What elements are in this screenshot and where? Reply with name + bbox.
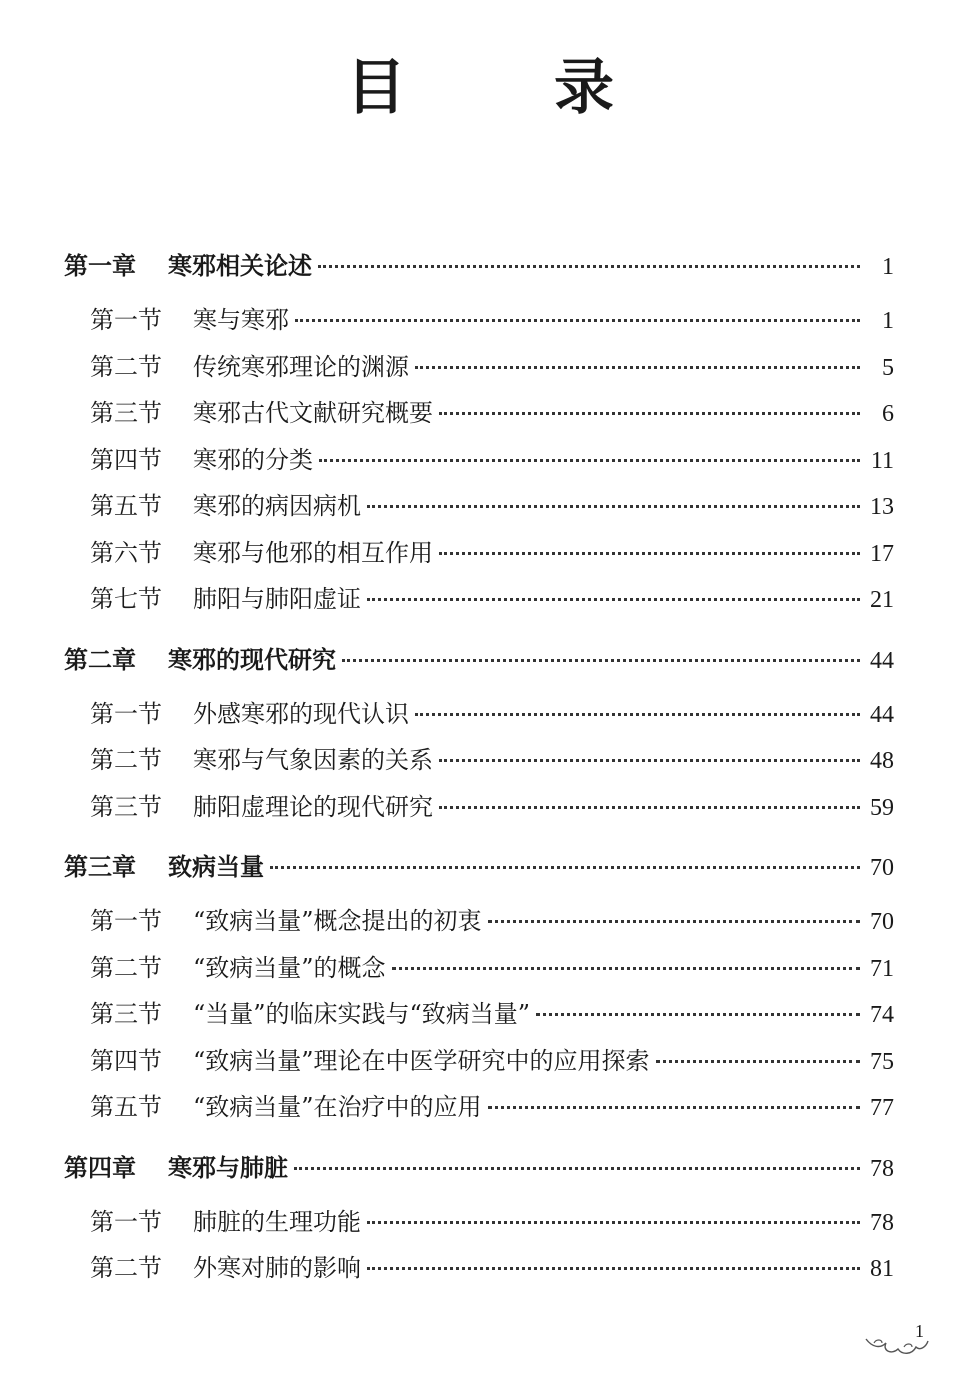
section-number: 第二节	[90, 352, 162, 381]
section-entry[interactable]	[0, 300, 960, 347]
section-title: “致病当量”理论在中医学研究中的应用探索	[193, 1046, 650, 1075]
section-number: 第三节	[90, 792, 162, 821]
chapter-label	[64, 246, 312, 281]
chapter-block	[0, 847, 960, 1148]
section-label	[90, 486, 361, 521]
chapter-entry[interactable]	[0, 847, 960, 899]
section-page: 59	[870, 794, 894, 821]
section-title: 寒邪与他邪的相互作用	[193, 538, 433, 567]
section-page: 13	[870, 494, 894, 520]
section-number: 第二节	[90, 1254, 162, 1282]
chapter-title: 寒邪与肺脏	[168, 1153, 288, 1182]
leader-dots	[294, 1167, 860, 1170]
section-number: 第一节	[90, 306, 162, 334]
section-number: 第一节	[90, 1207, 162, 1236]
section-entry[interactable]	[0, 1087, 960, 1134]
section-title: 肺脏的生理功能	[193, 1207, 361, 1236]
chapter-entry[interactable]	[0, 246, 960, 298]
leader-dots	[656, 1060, 860, 1063]
section-label	[90, 994, 530, 1029]
chapter-block	[0, 640, 960, 848]
section-page: 1	[882, 308, 894, 334]
section-list	[0, 298, 960, 626]
section-label	[90, 1087, 482, 1122]
page-number: 1	[915, 1321, 924, 1341]
section-label	[90, 533, 433, 568]
chapter-block	[0, 1148, 960, 1295]
section-title: “致病当量”概念提出的初衷	[193, 907, 482, 935]
section-label	[90, 1202, 361, 1237]
leader-dots	[367, 1267, 860, 1270]
leader-dots	[415, 366, 860, 369]
leader-dots	[367, 1221, 860, 1224]
section-page: 81	[870, 1256, 894, 1282]
chapter-entry[interactable]	[0, 1148, 960, 1200]
section-entry[interactable]	[0, 347, 960, 394]
section-entry[interactable]	[0, 486, 960, 533]
leader-dots	[488, 1106, 860, 1109]
section-number: 第五节	[90, 1093, 162, 1121]
section-entry[interactable]	[0, 740, 960, 787]
section-title: 寒邪的病因病机	[193, 492, 361, 520]
section-page: 74	[870, 1002, 894, 1028]
chapter-number: 第三章	[64, 853, 136, 881]
section-title: 传统寒邪理论的渊源	[193, 352, 409, 381]
section-page: 6	[882, 401, 894, 427]
section-title: 肺阳虚理论的现代研究	[193, 792, 433, 821]
section-number: 第四节	[90, 445, 162, 474]
section-entry[interactable]	[0, 1202, 960, 1249]
section-label	[90, 347, 409, 382]
chapter-label	[64, 847, 264, 882]
leader-dots	[270, 866, 860, 869]
leader-dots	[392, 967, 860, 970]
section-entry[interactable]	[0, 948, 960, 995]
section-entry[interactable]	[0, 901, 960, 948]
section-number: 第一节	[90, 907, 162, 935]
section-page: 70	[870, 909, 894, 935]
section-entry[interactable]	[0, 440, 960, 487]
chapter-label	[64, 640, 336, 675]
table-of-contents	[0, 246, 960, 1295]
chapter-page: 78	[870, 1155, 894, 1182]
section-label	[90, 948, 386, 983]
section-label	[90, 579, 361, 614]
section-page: 11	[870, 447, 894, 474]
leader-dots	[439, 759, 860, 762]
section-label	[90, 300, 289, 335]
chapter-number: 第一章	[64, 252, 136, 280]
chapter-page: 70	[870, 855, 894, 881]
section-page: 78	[870, 1209, 894, 1236]
section-title: “致病当量”的概念	[193, 953, 386, 982]
chapter-title: 致病当量	[168, 853, 264, 881]
chapter-title: 寒邪相关论述	[168, 252, 312, 280]
section-label	[90, 1248, 361, 1283]
section-page: 77	[870, 1095, 894, 1121]
chapter-spacer	[0, 1134, 960, 1148]
section-page: 71	[870, 955, 894, 982]
section-title: 寒邪的分类	[193, 445, 313, 474]
section-number: 第六节	[90, 538, 162, 567]
chapter-spacer	[0, 626, 960, 640]
section-label	[90, 440, 313, 475]
leader-dots	[439, 412, 860, 415]
section-number: 第二节	[90, 953, 162, 982]
section-label	[90, 901, 482, 936]
section-number: 第三节	[90, 1000, 162, 1028]
section-label	[90, 787, 433, 822]
section-page: 44	[870, 701, 894, 728]
section-number: 第二节	[90, 746, 162, 774]
section-entry[interactable]	[0, 787, 960, 834]
section-title: 肺阳与肺阳虚证	[193, 585, 361, 613]
section-number: 第七节	[90, 585, 162, 613]
section-list	[0, 1200, 960, 1295]
chapter-page: 1	[882, 254, 894, 280]
section-entry[interactable]	[0, 1248, 960, 1295]
section-title: 寒邪古代文献研究概要	[193, 399, 433, 427]
section-title: 外感寒邪的现代认识	[193, 699, 409, 728]
section-title: 寒与寒邪	[193, 306, 289, 334]
section-page: 21	[870, 587, 894, 613]
section-page: 5	[882, 354, 894, 381]
chapter-label	[64, 1148, 288, 1183]
section-entry[interactable]	[0, 533, 960, 580]
chapter-title: 寒邪的现代研究	[168, 645, 336, 674]
leader-dots	[439, 552, 860, 555]
section-page: 75	[870, 1048, 894, 1075]
section-title: “当量”的临床实践与“致病当量”	[193, 1000, 531, 1028]
leader-dots	[295, 319, 860, 322]
section-entry[interactable]	[0, 579, 960, 626]
toc-title: 目 录	[346, 53, 658, 123]
leader-dots	[319, 459, 860, 462]
chapter-number: 第二章	[64, 645, 136, 674]
leader-dots	[488, 920, 860, 923]
leader-dots	[342, 659, 860, 662]
chapter-spacer	[0, 833, 960, 847]
section-label	[90, 694, 409, 729]
leader-dots	[415, 713, 860, 716]
leader-dots	[318, 265, 860, 268]
section-title: 外寒对肺的影响	[193, 1254, 361, 1282]
chapter-number: 第四章	[64, 1153, 136, 1182]
section-page: 48	[870, 748, 894, 774]
section-list	[0, 692, 960, 834]
section-entry[interactable]	[0, 994, 960, 1041]
chapter-page: 44	[870, 647, 894, 674]
section-number: 第三节	[90, 399, 162, 427]
leader-dots	[367, 505, 860, 508]
section-label	[90, 740, 433, 775]
section-entry[interactable]	[0, 393, 960, 440]
section-number: 第一节	[90, 699, 162, 728]
section-title: “致病当量”在治疗中的应用	[193, 1093, 482, 1121]
section-number: 第四节	[90, 1046, 162, 1075]
section-list	[0, 899, 960, 1134]
section-number: 第五节	[90, 492, 162, 520]
leader-dots	[367, 598, 860, 601]
leader-dots	[536, 1013, 860, 1016]
section-label	[90, 393, 433, 428]
page-number-ornament	[862, 1317, 932, 1357]
section-entry[interactable]	[0, 694, 960, 741]
chapter-entry[interactable]	[0, 640, 960, 692]
chapter-block	[0, 246, 960, 640]
leader-dots	[439, 806, 860, 809]
section-entry[interactable]	[0, 1041, 960, 1088]
section-title: 寒邪与气象因素的关系	[193, 746, 433, 774]
section-page: 17	[870, 540, 894, 567]
section-label	[90, 1041, 650, 1076]
